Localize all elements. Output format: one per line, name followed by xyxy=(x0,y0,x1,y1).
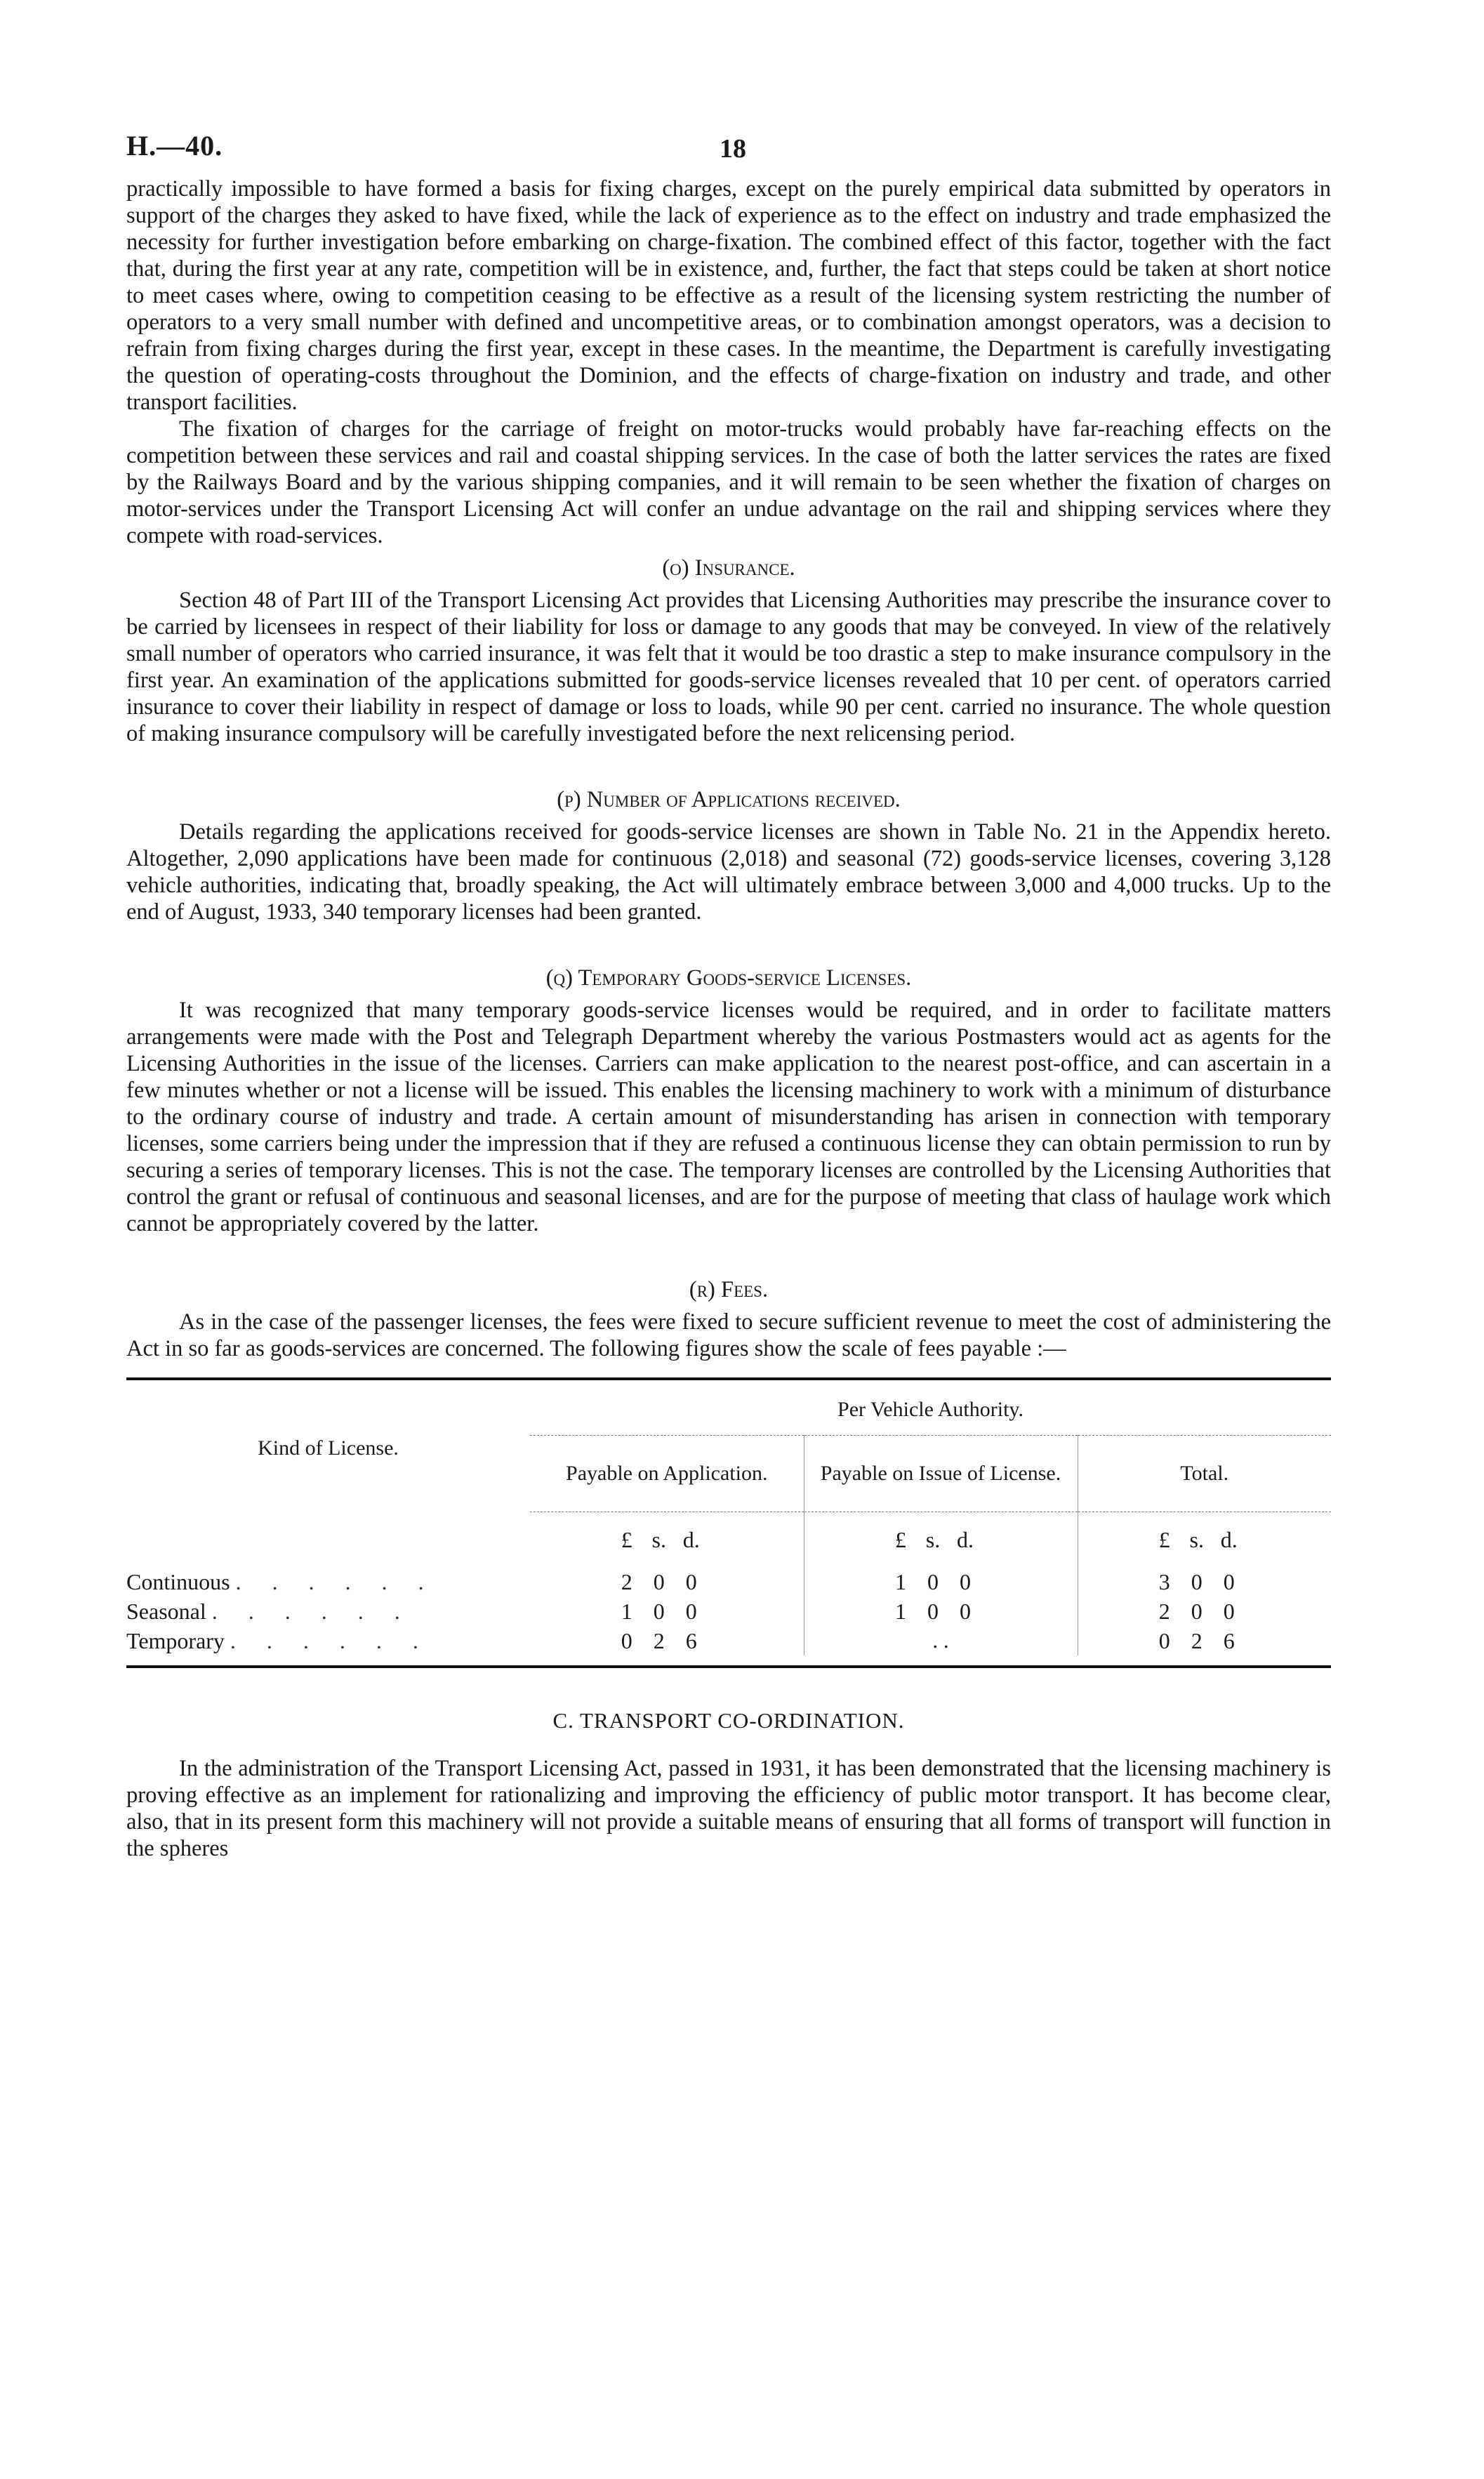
fees-table xyxy=(126,1384,1331,1655)
document-page xyxy=(126,119,1331,1862)
page-header xyxy=(126,119,1331,176)
header-payable-on-application: Payable on Application. xyxy=(530,1436,804,1512)
fees-table-container xyxy=(126,1377,1331,1668)
header-total: Total. xyxy=(1078,1436,1331,1512)
header-kind-of-license: Kind of License. xyxy=(258,1436,399,1460)
paragraph-insurance: Section 48 of Part III of the Transport Licensing Act provides that Licensing Authorities may prescribe the insurance cover to be carried by licensees in respect of their liability for loss or damage to any goods that may be conveyed. In view of the relatively small number of operators who carried insurance, it was felt that it would be too drastic a step to make insurance compulsory in the first year. An examination of the applications submitted for goods-service licenses revealed that 10 per cent. of operators carried insurance to cover their liability in respect of damage or loss to loads, while 90 per cent. carried no insurance. The whole question of making insurance compulsory will be carefully investigated before the next relicensing period. xyxy=(126,588,1331,746)
table-row xyxy=(126,1597,1331,1626)
paragraph-fees: As in the case of the passenger licenses, the fees were fixed to secure sufficient revenue to meet the cost of administering the Act in so far as goods-services are concerned. The following figures show the scale of fees payable :— xyxy=(126,1309,1331,1361)
table-row xyxy=(126,1626,1331,1655)
heading-transport-coordination: C. TRANSPORT CO-ORDINATION. xyxy=(552,1708,905,1733)
header-per-vehicle-authority: Per Vehicle Authority. xyxy=(530,1384,1331,1436)
heading-applications: (p) Number of Applications received. xyxy=(557,787,901,812)
fee-application-continuous: 2 0 0 xyxy=(621,1568,697,1594)
paragraph-applications: Details regarding the applications received for goods-service licenses are shown in Table No. 21 in the Appendix hereto. Altogether, 2,090 applications have been made for continuous (2,018) and seasonal (72) goods-service licenses, covering 3,128 vehicle authorities, indicating that, broadly speaking, the Act will ultimately embrace between 3,000 and 4,000 trucks. Up to the end of August, 1933, 340 temporary licenses had been granted. xyxy=(126,819,1331,925)
heading-fees: (r) Fees. xyxy=(689,1277,769,1302)
license-kind-temporary: Temporary . . . . . . xyxy=(126,1627,431,1653)
page-number: 18 xyxy=(720,134,746,164)
fee-application-seasonal: 1 0 0 xyxy=(621,1598,697,1624)
fee-issue-continuous: 1 0 0 xyxy=(804,1567,1078,1597)
fee-application-temporary: 0 2 6 xyxy=(621,1627,697,1653)
paragraph-temporary-licenses: It was recognized that many temporary goods-service licenses would be required, and in order to facilitate matters arrangements were made with the Post and Telegraph Department whereby the various Postmasters would act as agents for the Licensing Authorities in the issue of the licenses. Carriers can make application to the nearest post-office, and can ascertain in a few minutes whether or not a license will be issued. This enables the licensing machinery to work with a minimum of disturbance to the ordinary course of industry and trade. A certain amount of misunderstanding has arisen in connection with temporary licenses, some carriers being under the impression that if they are refused a continuous license they can obtain permission to run by securing a series of temporary licenses. This is not the case. The temporary licenses are controlled by the Licensing Authorities that control the grant or refusal of continuous and seasonal licenses, and are for the purpose of meeting that class of haulage work which cannot be appropriately covered by the latter. xyxy=(126,998,1331,1236)
header-payable-on-issue: Payable on Issue of License. xyxy=(804,1436,1078,1512)
table-row xyxy=(126,1567,1331,1597)
license-kind-continuous: Continuous . . . . . . xyxy=(126,1568,437,1594)
units-application: £ s. d. xyxy=(621,1526,700,1552)
units-issue: £ s. d. xyxy=(804,1512,1078,1568)
license-kind-seasonal: Seasonal . . . . . . xyxy=(126,1598,413,1624)
heading-temporary-licenses: (q) Temporary Goods-service Licenses. xyxy=(545,965,912,991)
fee-total-continuous: 3 0 0 xyxy=(1078,1567,1331,1597)
fee-issue-temporary: . . xyxy=(804,1626,1078,1655)
paragraph-transport-coordination: In the administration of the Transport Licensing Act, passed in 1931, it has been demonstrated that the licensing machinery is proving effective as an implement for rationalizing and improving the efficiency of public motor transport. It has become clear, also, that in its present form this machinery will not provide a suitable means of ensuring that all forms of transport will function in the spheres xyxy=(126,1756,1331,1861)
fee-issue-seasonal: 1 0 0 xyxy=(804,1597,1078,1626)
units-row xyxy=(126,1512,1331,1568)
fee-total-temporary: 0 2 6 xyxy=(1078,1626,1331,1655)
paragraph-charges-continued: practically impossible to have formed a basis for fixing charges, except on the purely empirical data submitted by operators in support of the charges they asked to have fixed, while the lack of experience as to the effect on industry and trade emphasized the necessity for further investigation before embarking on charge-fixation. The combined effect of this factor, together with the fact that, during the first year at any rate, competition will be in existence, and, further, the fact that steps could be taken at short notice to meet cases where, owing to competition ceasing to be effective as a result of the licensing system restricting the number of operators to a very small number with defined and uncompetitive areas, or to combination amongst operators, was a decision to refrain from fixing charges during the first year, except in these cases. In the meantime, the Department is carefully investigating the question of operating-costs throughout the Dominion, and the effects of charge-fixation on industry and trade, and other transport facilities. xyxy=(126,176,1331,415)
fee-total-seasonal: 2 0 0 xyxy=(1078,1597,1331,1626)
units-total: £ s. d. xyxy=(1078,1512,1331,1568)
heading-insurance: (o) Insurance. xyxy=(662,555,795,581)
document-id: H.—40. xyxy=(126,130,223,161)
paragraph-freight-fixation: The fixation of charges for the carriage of freight on motor-trucks would probably have far-reaching effects on the competition between these services and rail and coastal shipping services. In the case of both the latter services the rates are fixed by the Railways Board and by the various shipping companies, and it will remain to be seen whether the fixation of charges on motor-services under the Transport Licensing Act will confer an undue advantage on the rail and shipping services where they compete with road-services. xyxy=(126,416,1331,548)
